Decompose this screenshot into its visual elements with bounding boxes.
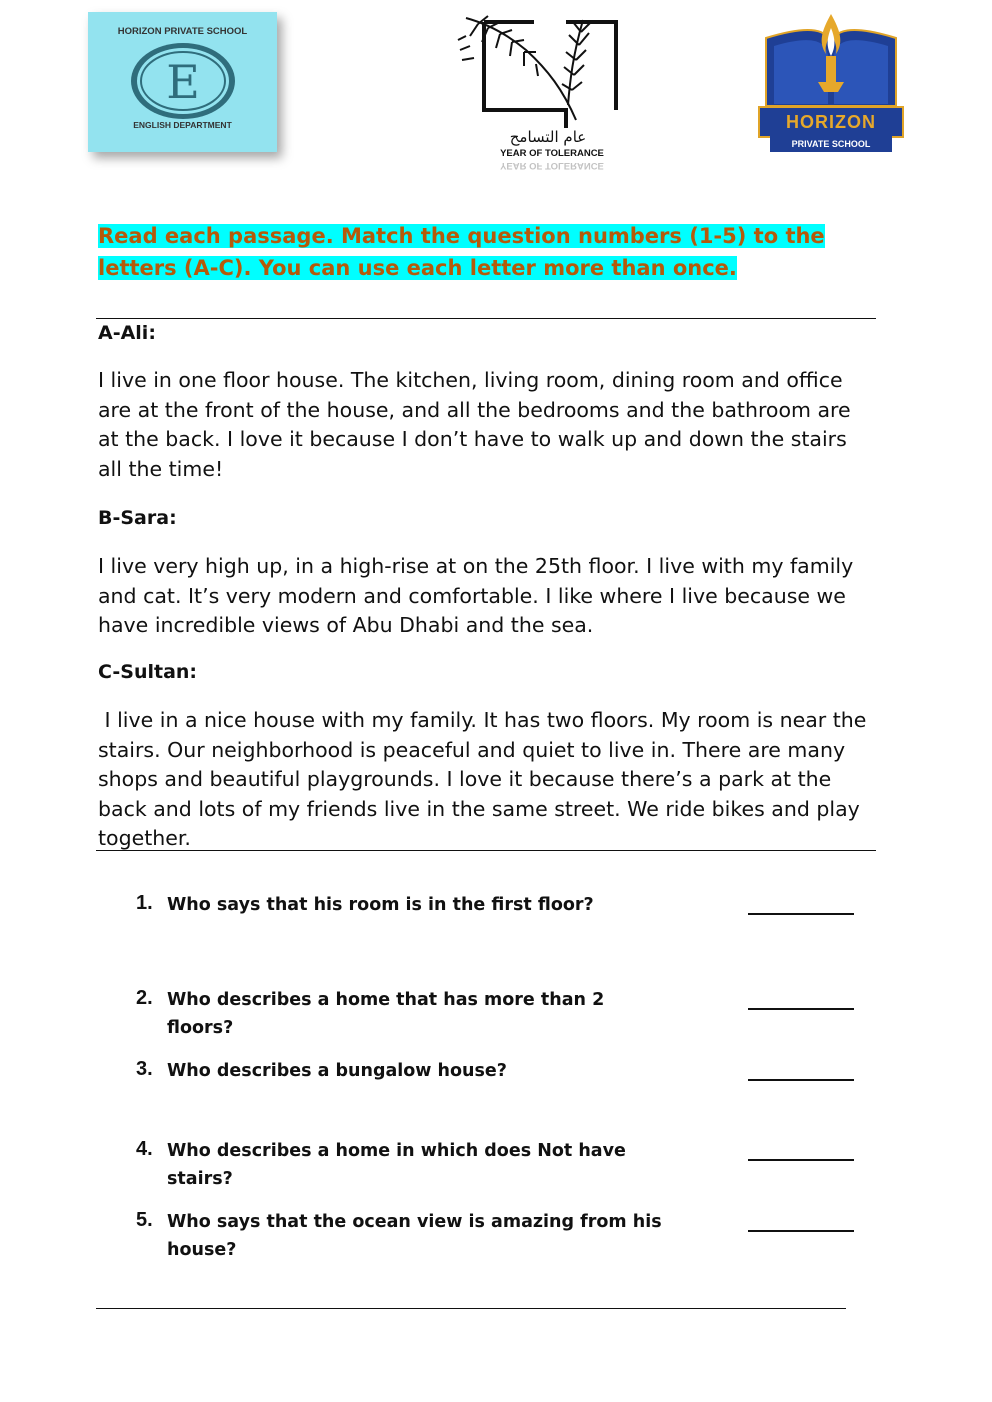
horizon-school-logo [752, 8, 910, 158]
question-text: Who describes a home in which does Not have stairs? [167, 1141, 626, 1189]
logo-department-name: ENGLISH DEPARTMENT [133, 120, 232, 130]
question-number: 5. [136, 1209, 153, 1231]
english-department-logo [88, 12, 277, 152]
school-subtitle: PRIVATE SCHOOL [770, 136, 892, 152]
passage-a-text: I live in one floor house. The kitchen, living room, dining room and office are at the front of the house, and all the bedrooms and the bathroom are at the back. I love it because I don’t have to walk up and down the stairs all the time! [98, 368, 858, 481]
passages-bottom-divider [96, 850, 876, 851]
question-number: 1. [136, 892, 153, 914]
passage-c-text: I live in a nice house with my family. It has two floors. My room is near the stairs. Our neighborhood is peaceful and quiet to live in. There are many shops and beautiful playgrounds. I love it because there’s a park at the back and lots of my friends live in the same street. We ride bikes and play together. [98, 708, 873, 850]
question-text: Who says that the ocean view is amazing from his house? [167, 1212, 662, 1260]
question-text: Who describes a bungalow house? [167, 1061, 507, 1081]
top-divider [96, 318, 876, 319]
answer-blank[interactable] [748, 1008, 854, 1010]
year-of-tolerance-arabic: عام التسامح [509, 128, 587, 146]
torch-book-icon [752, 8, 910, 108]
passage-b-heading: B-Sara: [98, 507, 177, 529]
bottom-divider [96, 1308, 846, 1309]
answer-blank[interactable] [748, 1079, 854, 1081]
question-text: Who says that his room is in the first floor? [167, 895, 594, 915]
question-number: 4. [136, 1138, 153, 1160]
logo-school-name: HORIZON PRIVATE SCHOOL [117, 26, 248, 37]
passage-c-heading: C-Sultan: [98, 661, 198, 683]
school-name-banner: HORIZON [758, 106, 904, 138]
year-of-tolerance-reflection: YEAR OF TOLERANCE [500, 160, 604, 171]
year-of-tolerance-text: YEAR OF TOLERANCE [500, 148, 604, 159]
instruction-text [98, 220, 858, 284]
question-number: 2. [136, 987, 153, 1009]
instruction-highlight: Read each passage. Match the question numbers (1-5) to the letters (A-C). You can use each letter more than once. [98, 224, 825, 280]
answer-blank[interactable] [748, 1159, 854, 1161]
logo-letter: E [166, 55, 200, 109]
ghaf-tree-icon [448, 10, 628, 130]
passage-b-text: I live very high up, in a high-rise at on the 25th floor. I live with my family and cat. It’s very modern and comfortable. I like where I live because we have incredible views of Abu Dhabi and the sea. [98, 554, 860, 637]
passage-a-heading: A-Ali: [98, 322, 156, 344]
question-text: Who describes a home that has more than 2 floors? [167, 990, 605, 1038]
question-number: 3. [136, 1058, 153, 1080]
answer-blank[interactable] [748, 913, 854, 915]
letter-e-badge-icon [128, 40, 238, 122]
year-of-tolerance-logo [448, 10, 628, 200]
answer-blank[interactable] [748, 1230, 854, 1232]
